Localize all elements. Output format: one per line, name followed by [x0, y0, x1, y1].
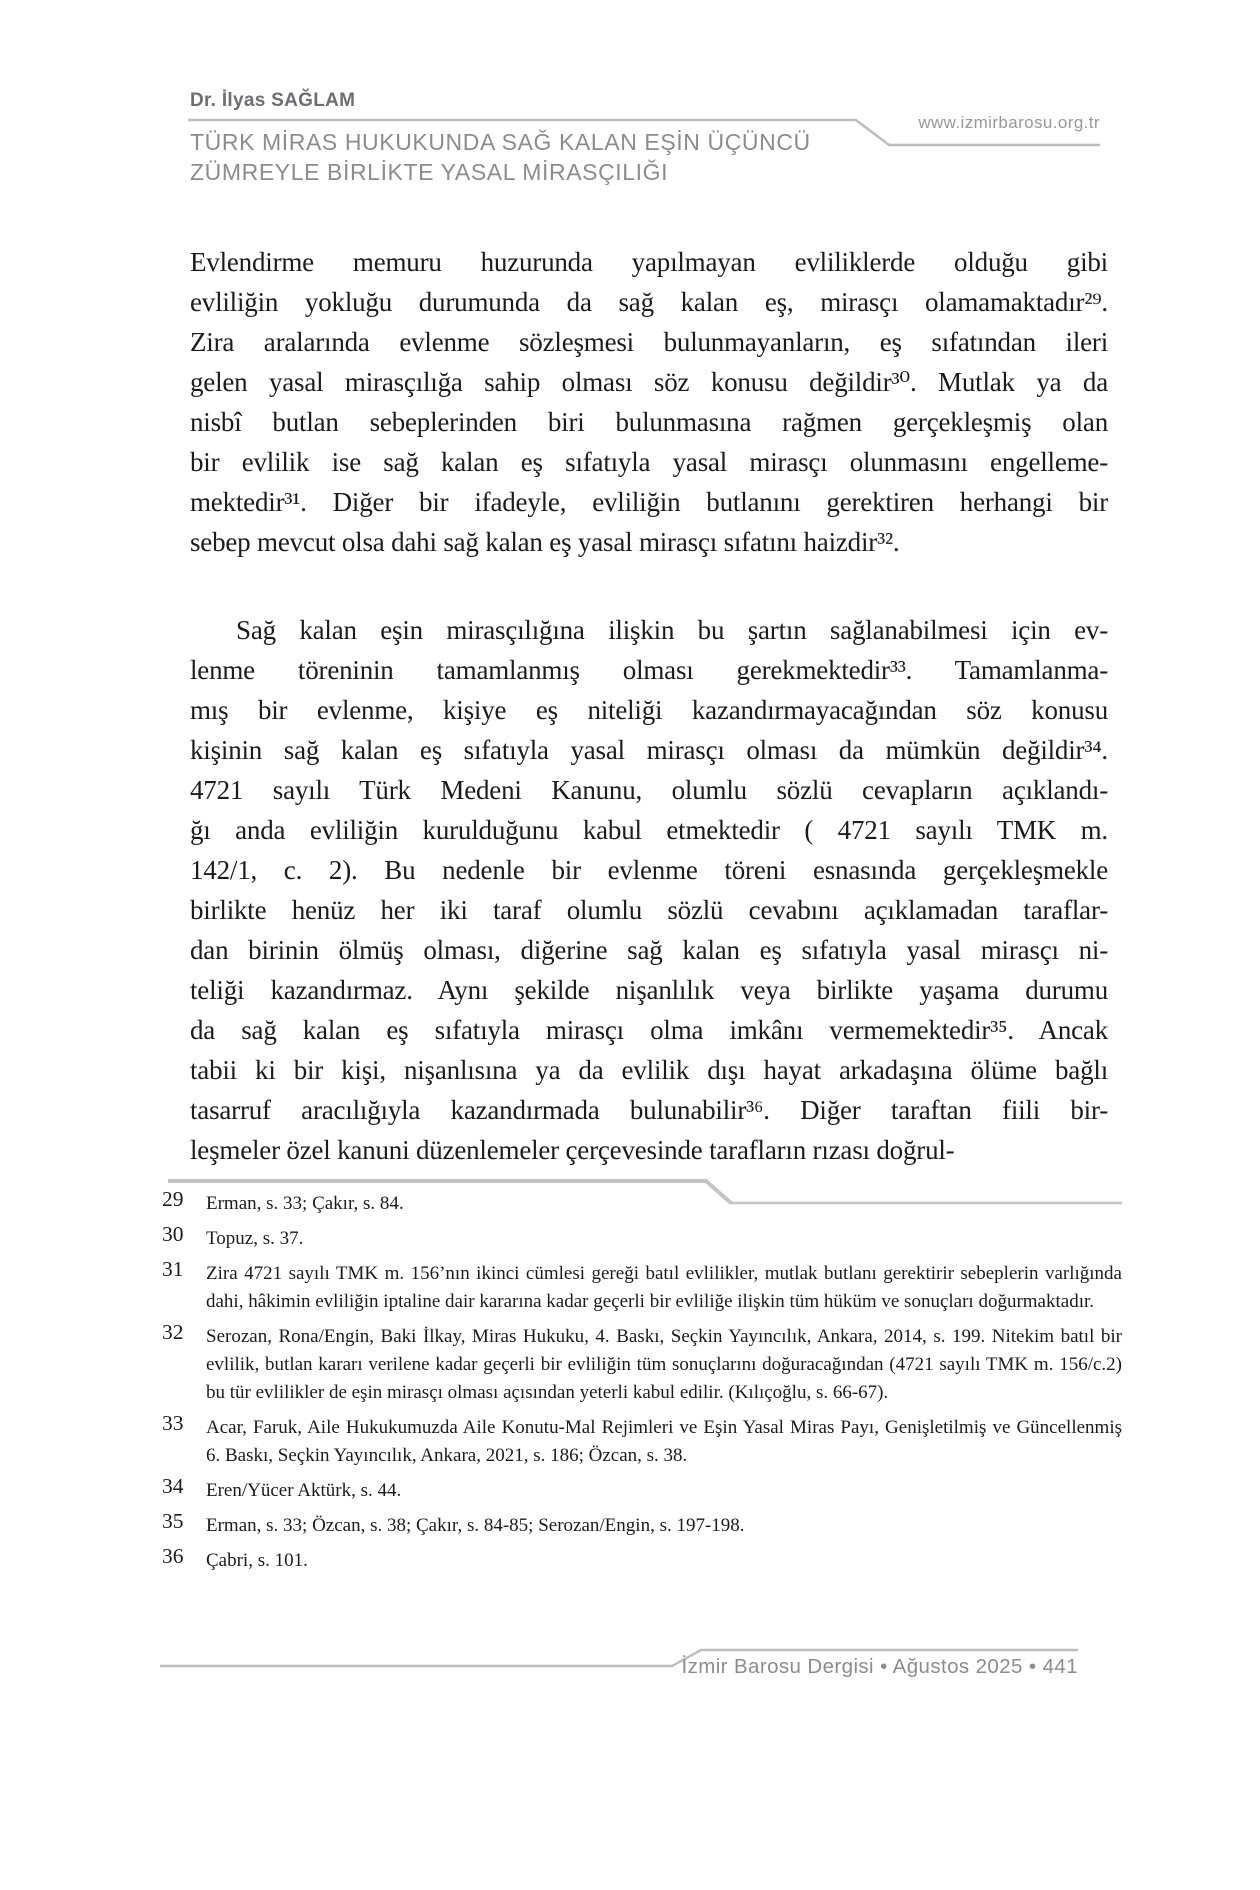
- journal-website: www.izmirbarosu.org.tr: [918, 113, 1100, 132]
- text-line: sebep mevcut olsa dahi sağ kalan eş yasal mirasçı sıfatını haizdir³².: [190, 527, 900, 557]
- text-line: 142/1, c. 2). Bu nedenle bir evlenme töreni esnasında gerçekleşmekle: [190, 855, 1108, 885]
- text-line: dan birinin ölmüş olması, diğerine sağ kalan eş sıfatıyla yasal mirasçı ni-: [190, 935, 1108, 965]
- text-line: ğı anda evliliğin kurulduğunu kabul etmektedir ( 4721 sayılı TMK m.: [190, 815, 1108, 845]
- text-line: birlikte henüz her iki taraf olumlu sözlü cevabını açıklamadan taraflar-: [190, 895, 1108, 925]
- paragraph: [190, 610, 1108, 1170]
- footnote-number: 35: [162, 1509, 184, 1533]
- footnote-text: Serozan, Rona/Engin, Baki İlkay, Miras Hukuku, 4. Baskı, Seçkin Yayıncılık, Ankara, 2014, s. 199. Nitekim batıl bir evlilik, butlan kararı verilene kadar geçerli bir evliliğin tüm sonuçlarını doğuracağından (4721 sayılı TMK m. 156/c.2) bu tür evlilikler de eşin mirasçı olması açısından yeterli kabul edilir. (Kılıçoğlu, s. 66-67).: [206, 1326, 1122, 1403]
- footnote: [160, 1411, 1122, 1470]
- text-line: gelen yasal mirasçılığa sahip olması söz konusu değildir³⁰. Mutlak ya da: [190, 367, 1108, 397]
- text-line: 4721 sayılı Türk Medeni Kanunu, olumlu sözlü cevapların açıklandı-: [190, 775, 1108, 805]
- footnote-text: Erman, s. 33; Çakır, s. 84.: [206, 1193, 404, 1214]
- text-line: mektedir³¹. Diğer bir ifadeyle, evliliğin butlanını gerektiren herhangi bir: [190, 487, 1108, 517]
- footnote-text: Zira 4721 sayılı TMK m. 156’nın ikinci cümlesi gereği batıl evlilikler, mutlak butlanı gerektirir sebeplerin varlığında dahi, hâkimin evliliğin iptaline dair kararına kadar geçerli bir evliliğe ilişkin tüm hüküm ve sonuçları doğurmaktadır.: [206, 1263, 1122, 1312]
- text-line: Zira aralarında evlenme sözleşmesi bulunmayanların, eş sıfatından ileri: [190, 327, 1108, 357]
- text-line: mış bir evlenme, kişiye eş niteliği kazandırmayacağından söz konusu: [190, 695, 1108, 725]
- footnote-text: Erman, s. 33; Özcan, s. 38; Çakır, s. 84-85; Serozan/Engin, s. 197-198.: [206, 1515, 745, 1536]
- text-line: tasarruf aracılığıyla kazandırmada bulunabilir³⁶. Diğer taraftan fiili bir-: [190, 1095, 1108, 1125]
- text-line: tabii ki bir kişi, nişanlısına ya da evlilik dışı hayat arkadaşına ölüme bağlı: [190, 1055, 1108, 1085]
- footnotes-section: [160, 1187, 1122, 1582]
- footnote: [160, 1544, 1122, 1575]
- footnote-number: 29: [162, 1187, 184, 1211]
- paragraph: [190, 242, 1108, 562]
- author-name: Dr. İlyas SAĞLAM: [190, 90, 356, 111]
- text-line: evliliğin yokluğu durumunda da sağ kalan eş, mirasçı olamamaktadır²⁹.: [190, 287, 1108, 317]
- footnote-number: 34: [162, 1474, 184, 1498]
- text-line: leşmeler özel kanuni düzenlemeler çerçevesinde tarafların rızası doğrul-: [190, 1135, 955, 1165]
- article-title-line2: ZÜMREYLE BİRLİKTE YASAL MİRASÇILIĞI: [190, 159, 669, 185]
- article-title: [190, 127, 950, 187]
- article-body: [190, 242, 1108, 1170]
- text-line: nisbî butlan sebeplerinden biri bulunmasına rağmen gerçekleşmiş olan: [190, 407, 1108, 437]
- text-line: teliği kazandırmaz. Aynı şekilde nişanlılık veya birlikte yaşama durumu: [190, 975, 1108, 1005]
- footnote: [160, 1509, 1122, 1540]
- text-line: kişinin sağ kalan eş sıfatıyla yasal mirasçı olması da mümkün değildir³⁴.: [190, 735, 1108, 765]
- text-line: da sağ kalan eş sıfatıyla mirasçı olma imkânı vermemektedir³⁵. Ancak: [190, 1015, 1108, 1045]
- footnote-text: Acar, Faruk, Aile Hukukumuzda Aile Konutu-Mal Rejimleri ve Eşin Yasal Miras Payı, Genişletilmiş ve Güncellenmiş 6. Baskı, Seçkin Yayıncılık, Ankara, 2021, s. 186; Özcan, s. 38.: [206, 1417, 1122, 1466]
- page-footer: İzmir Barosu Dergisi • Ağustos 2025 • 441: [681, 1655, 1078, 1678]
- footnote-text: Topuz, s. 37.: [206, 1228, 304, 1249]
- text-line: bir evlilik ise sağ kalan eş sıfatıyla yasal mirasçı olunmasını engelleme-: [190, 447, 1108, 477]
- text-line: Evlendirme memuru huzurunda yapılmayan evliliklerde olduğu gibi: [190, 247, 1108, 277]
- footnote-number: 33: [162, 1411, 184, 1435]
- footnote: [160, 1320, 1122, 1407]
- footnote-number: 31: [162, 1257, 184, 1281]
- article-title-line1: TÜRK MİRAS HUKUKUNDA SAĞ KALAN EŞİN ÜÇÜNCÜ: [190, 129, 811, 155]
- footnote: [160, 1187, 1122, 1218]
- footnote-number: 36: [162, 1544, 184, 1568]
- footnote-text: Çabri, s. 101.: [206, 1550, 308, 1571]
- text-line: Sağ kalan eşin mirasçılığına ilişkin bu şartın sağlanabilmesi için ev-: [236, 615, 1108, 645]
- footnote: [160, 1257, 1122, 1316]
- footnote: [160, 1474, 1122, 1505]
- text-line: lenme töreninin tamamlanmış olması gerekmektedir³³. Tamamlanma-: [190, 655, 1108, 685]
- footnote: [160, 1222, 1122, 1253]
- footnote-number: 30: [162, 1222, 184, 1246]
- footnote-text: Eren/Yücer Aktürk, s. 44.: [206, 1480, 402, 1501]
- footnote-number: 32: [162, 1320, 184, 1344]
